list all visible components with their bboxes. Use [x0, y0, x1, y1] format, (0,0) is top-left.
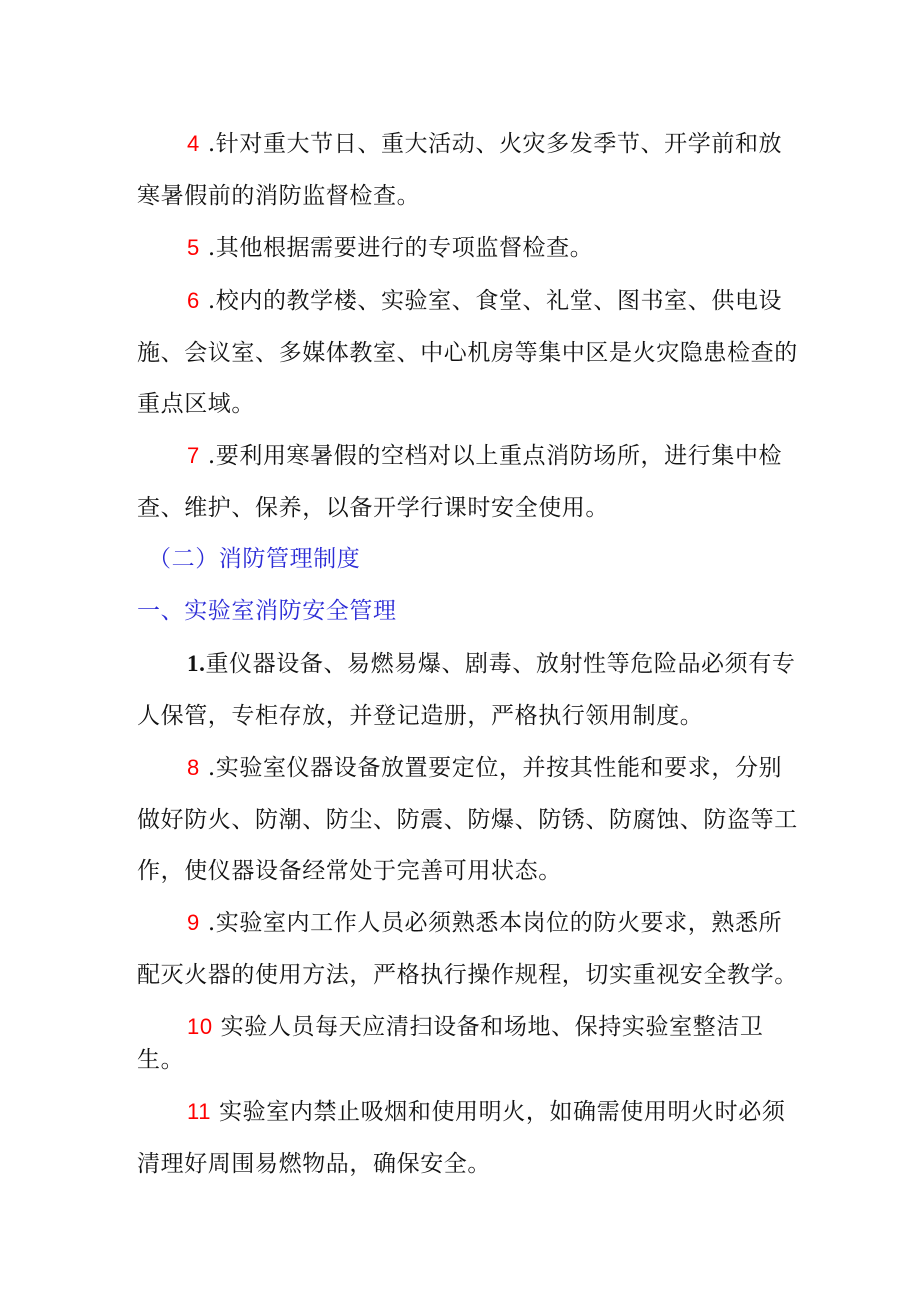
item-text: 重仪器设备、易燃易爆、剧毒、放射性等危险品必须有专 — [205, 651, 796, 677]
section-heading: （二）消防管理制度 — [148, 546, 361, 572]
item-text: .针对重大节日、重大活动、火灾多发季节、开学前和放 — [207, 131, 783, 157]
item-1-line-2: 人保管，专柜存放，并登记造册，严格执行领用制度。 — [137, 703, 704, 729]
item-8-line-2: 做好防火、防潮、防尘、防震、防爆、防锈、防腐蚀、防盗等工 — [137, 807, 798, 833]
item-4-line-2: 寒暑假前的消防监督检查。 — [137, 183, 421, 209]
item-8-line-1 — [187, 753, 837, 783]
item-number: 6 — [187, 288, 200, 313]
item-5-line-1 — [187, 233, 837, 263]
item-4-line-1 — [187, 129, 837, 159]
item-7-line-2: 查、维护、保养，以备开学行课时安全使用。 — [137, 495, 609, 521]
item-9-line-1 — [187, 908, 837, 938]
item-number: 10 — [187, 1014, 213, 1039]
item-text: .实验室仪器设备放置要定位，并按其性能和要求，分别 — [207, 755, 783, 781]
item-10-line-1 — [187, 1012, 837, 1042]
item-text: 实验室内禁止吸烟和使用明火，如确需使用明火时必须 — [219, 1099, 786, 1125]
item-number: 4 — [187, 131, 200, 156]
item-number: 5 — [187, 235, 200, 260]
item-11-line-2: 清理好周围易燃物品，确保安全。 — [137, 1151, 491, 1177]
item-6-line-2: 施、会议室、多媒体教室、中心机房等集中区是火灾隐患检查的 — [137, 340, 798, 366]
item-text: 实验人员每天应清扫设备和场地、保持实验室整洁卫 — [220, 1014, 764, 1040]
item-text: .其他根据需要进行的专项监督检查。 — [207, 235, 594, 261]
item-7-line-1 — [187, 441, 837, 471]
item-8-line-3: 作，使仪器设备经常处于完善可用状态。 — [137, 858, 562, 884]
item-number: 11 — [187, 1099, 212, 1124]
item-6-line-1 — [187, 286, 837, 316]
item-number: 1. — [187, 651, 206, 676]
item-text: .要利用寒暑假的空档对以上重点消防场所，进行集中检 — [207, 443, 783, 469]
sub-heading: 一、实验室消防安全管理 — [137, 598, 397, 624]
item-text: .校内的教学楼、实验室、食堂、礼堂、图书室、供电设 — [207, 288, 783, 314]
item-number: 7 — [187, 443, 200, 468]
item-number: 8 — [187, 755, 200, 780]
item-6-line-3: 重点区域。 — [137, 391, 255, 417]
item-text: .实验室内工作人员必须熟悉本岗位的防火要求，熟悉所 — [207, 910, 783, 936]
item-10-line-2: 生。 — [137, 1047, 185, 1073]
item-9-line-2: 配灭火器的使用方法，严格执行操作规程，切实重视安全教学。 — [137, 962, 798, 988]
item-11-line-1 — [187, 1097, 837, 1127]
item-number: 9 — [187, 910, 200, 935]
item-1-line-1 — [187, 649, 837, 679]
